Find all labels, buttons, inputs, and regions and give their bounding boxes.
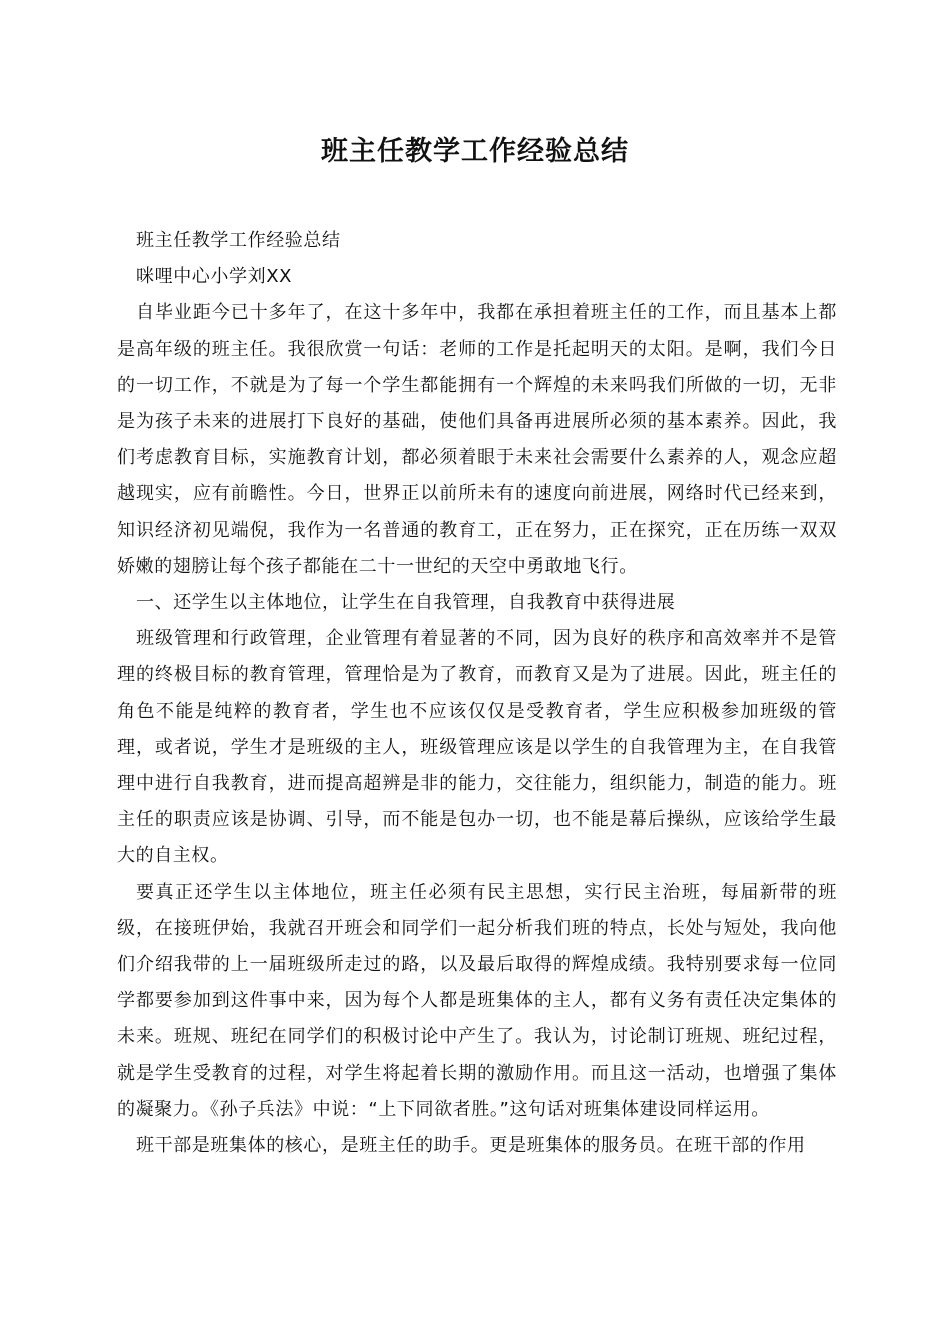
section-heading-1: 一、还学生以主体地位，让学生在自我管理，自我教育中获得进展 <box>136 592 676 614</box>
paragraph-subtitle: 班主任教学工作经验总结 <box>136 230 341 251</box>
paragraph-intro: 自毕业距今已十多年了，在这十多年中，我都在承担着班主任的工作，而且基本上都是高年级的班主任。我很欣赏一句话：老师的工作是托起明天的太阳。是啊，我们今日的一切工作，不就是为了每一个学生都能拥有一个辉煌的未来吗我们所做的一切，无非是为孩子未来的进展打下良好的基础，使他们具备再进展所必须的基本素养。因此，我们考虑教育目标，实施教育计划，都必须着眼于未来社会需要什么素养的人，观念应超越现实，应有前瞻性。今日，世界正以前所未有的速度向前进展，网络时代已经来到，知识经济初见端倪，我作为一名普通的教育工，正在努力，正在探究，正在历练一双双娇嫩的翅膀让每个孩子都能在二十一世纪的天空中勇敢地飞行。 <box>117 302 837 577</box>
document-title: 班主任教学工作经验总结 <box>321 136 629 167</box>
paragraph-class-management: 班级管理和行政管理，企业管理有着显著的不同，因为良好的秩序和高效率并不是管理的终极目标的教育管理，管理恰是为了教育，而教育又是为了进展。因此，班主任的角色不能是纯粹的教育者，学生也不应该仅仅是受教育者，学生应积极参加班级的管理，或者说，学生才是班级的主人，班级管理应该是以学生的自我管理为主，在自我管理中进行自我教育，进而提高超辨是非的能力，交往能力，组织能力，制造的能力。班主任的职责应该是协调、引导，而不能是包办一切，也不能是幕后操纵，应该给学生最大的自主权。 <box>117 628 837 867</box>
document-body <box>117 223 837 1164</box>
paragraph-democratic-management: 要真正还学生以主体地位，班主任必须有民主思想，实行民主治班，每届新带的班级，在接班伊始，我就召开班会和同学们一起分析我们班的特点，长处与短处，我向他们介绍我带的上一届班级所走过的路，以及最后取得的辉煌成绩。我特别要求每一位同学都要参加到这件事中来，因为每个人都是班集体的主人，都有义务有责任决定集体的未来。班规、班纪在同学们的积极讨论中产生了。我认为，讨论制订班规、班纪过程，就是学生受教育的过程，对学生将起着长期的激励作用。而且这一活动，也增强了集体的凝聚力。《孙子兵法》中说：“上下同欲者胜。”这句话对班集体建设同样运用。 <box>117 881 837 1120</box>
paragraph-class-cadres: 班干部是班集体的核心，是班主任的助手。更是班集体的服务员。在班干部的作用 <box>136 1135 806 1157</box>
paragraph-author: 咪哩中心小学刘XX <box>136 266 293 288</box>
